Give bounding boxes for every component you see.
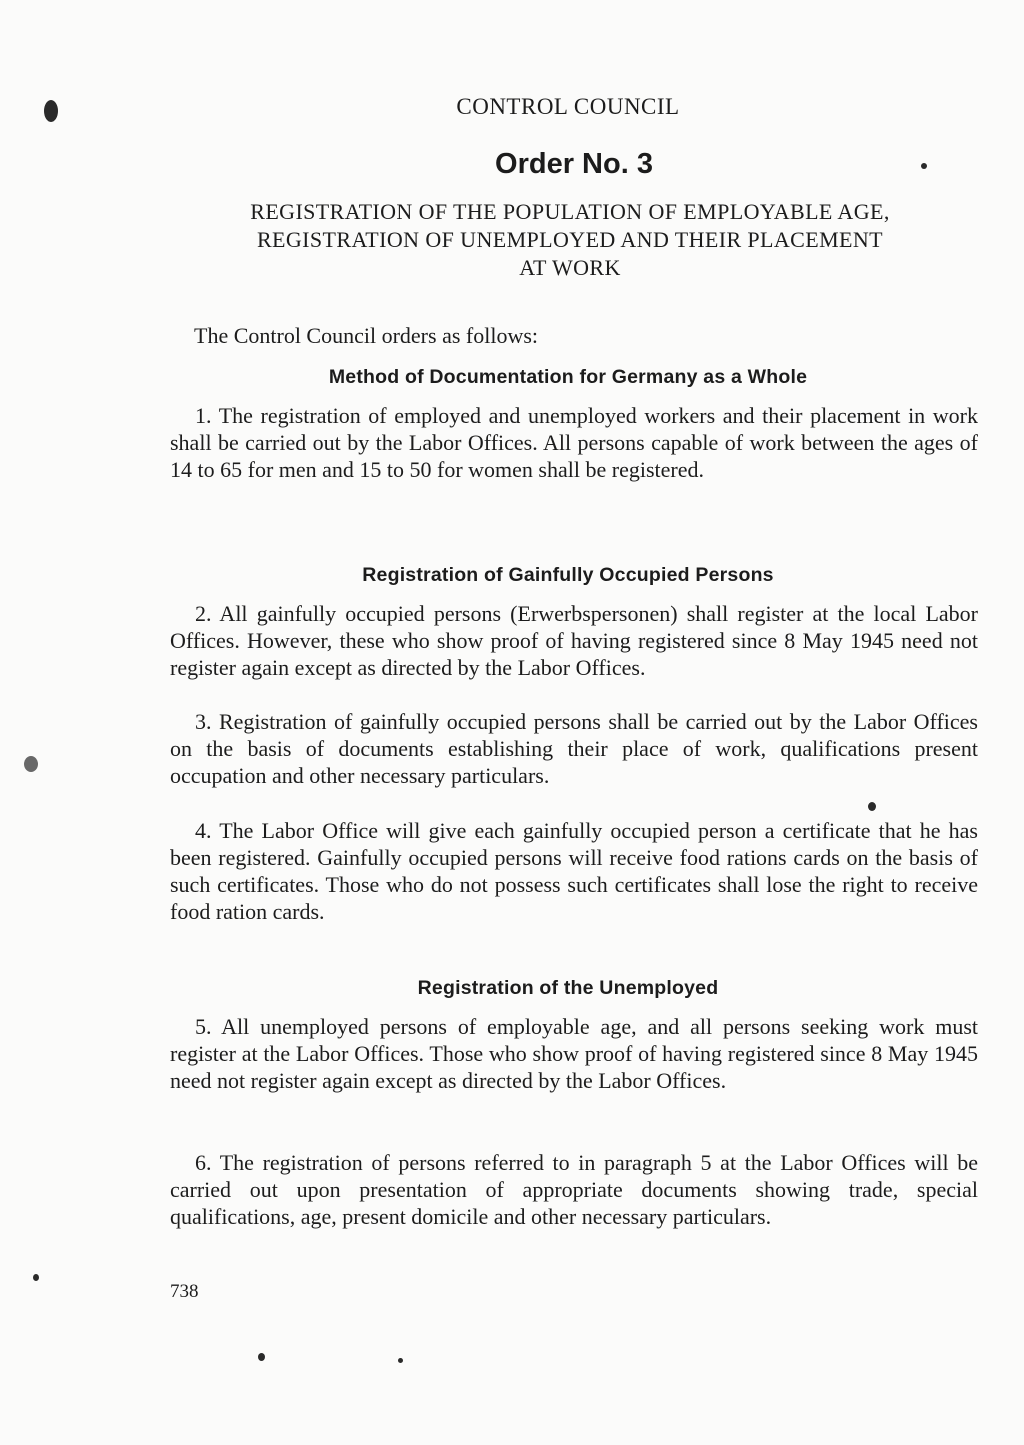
paragraph: 2. All gainfully occupied persons (Erwerbspersonen) shall register at the local Labor Offices. However, these who show proof of having registered since 8 May 1945 need not register again except as directed by the Labor Offices. <box>170 601 978 680</box>
paragraph: 6. The registration of persons referred to in paragraph 5 at the Labor Offices will be carried out upon presentation of appropriate documents showing trade, special qualifications, age, present domicile and other necessary particulars. <box>170 1150 978 1229</box>
section-heading: Method of Documentation for Germany as a Whole <box>328 366 808 388</box>
paragraph: 5. All unemployed persons of employable age, and all persons seeking work must register at the Labor Offices. Those who show proof of having registered since 8 May 1945 need not register again except as directed by the Labor Offices. <box>170 1014 978 1093</box>
council-title: CONTROL COUNCIL <box>456 94 680 119</box>
order-title: Order No. 3 <box>495 148 653 180</box>
scan-speck <box>868 802 876 811</box>
paragraph: 1. The registration of employed and unemployed workers and their placement in work shall be carried out by the Labor Offices. All persons capable of work between the ages of 14 to 65 for men and 15 to 50 for women shall be registered. <box>170 403 978 482</box>
paragraph: 4. The Labor Office will give each gainfully occupied person a certificate that he has been registered. Gainfully occupied persons will receive food rations cards on the basis of such certificates. Those who do not possess such certificates shall lose the right to receive food ration cards. <box>170 818 978 924</box>
scan-speck <box>24 756 38 772</box>
scan-speck <box>33 1274 39 1281</box>
subtitle-line: AT WORK <box>519 255 621 280</box>
scan-speck <box>398 1358 403 1363</box>
section-heading: Registration of the Unemployed <box>417 977 719 999</box>
subtitle-line: REGISTRATION OF UNEMPLOYED AND THEIR PLACEMENT <box>256 227 884 252</box>
scan-speck <box>258 1353 265 1361</box>
scan-speck <box>921 163 927 169</box>
subtitle-line: REGISTRATION OF THE POPULATION OF EMPLOYABLE AGE, <box>250 199 890 224</box>
intro-text: The Control Council orders as follows: <box>194 323 539 348</box>
scan-speck <box>44 100 58 122</box>
page-number: 738 <box>170 1281 199 1302</box>
order-subtitle <box>145 198 995 282</box>
section-heading: Registration of Gainfully Occupied Persons <box>362 564 774 586</box>
paragraph: 3. Registration of gainfully occupied persons shall be carried out by the Labor Offices on the basis of documents establishing their place of work, qualifications present occupation and other necessary particulars. <box>170 709 978 788</box>
